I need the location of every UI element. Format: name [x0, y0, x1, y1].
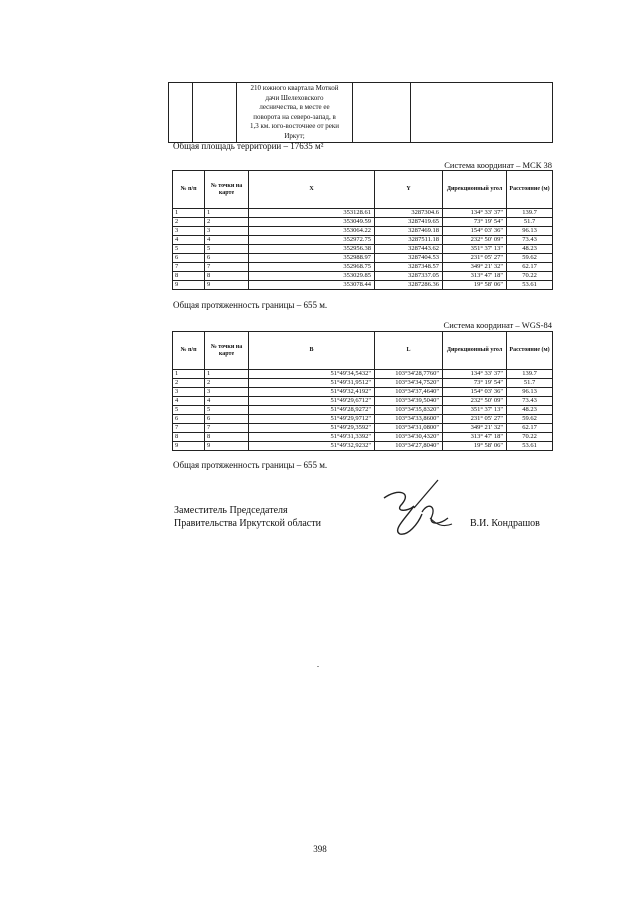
- cell-coord-1: 51°49'29,6712": [249, 397, 375, 406]
- cell-distance: 51.7: [507, 218, 553, 227]
- cell-num: 4: [173, 236, 205, 245]
- table-row: [173, 424, 553, 433]
- cell-distance: 59.62: [507, 254, 553, 263]
- table-row: [173, 254, 553, 263]
- cell-distance: 53.61: [507, 281, 553, 290]
- table-row: [173, 281, 553, 290]
- cell-coord-1: 51°49'34,5432": [249, 370, 375, 379]
- cell-angle: 19° 58' 06": [443, 442, 507, 451]
- cell-angle: 19° 58' 06": [443, 281, 507, 290]
- table-row: [169, 83, 553, 143]
- cell-point: 5: [205, 245, 249, 254]
- cell-angle: 313° 47' 18": [443, 433, 507, 442]
- cell-distance: 48.23: [507, 406, 553, 415]
- wgs-total-length: Общая протяженность границы – 655 м.: [173, 460, 328, 470]
- cell-coord-1: 51°49'31,3392": [249, 433, 375, 442]
- cell-angle: 134° 33' 37": [443, 209, 507, 218]
- cell-coord-1: 352956.38: [249, 245, 375, 254]
- table-row: [173, 433, 553, 442]
- cell-point: 6: [205, 254, 249, 263]
- cell-coord-2: 103°34'27,8040": [375, 442, 443, 451]
- cell-coord-2: 3287304.6: [375, 209, 443, 218]
- cell-distance: 139.7: [507, 209, 553, 218]
- cell-num: 7: [173, 424, 205, 433]
- cell-point: 3: [205, 388, 249, 397]
- cell-num: 4: [173, 397, 205, 406]
- table-row: [173, 442, 553, 451]
- cell-point: 6: [205, 415, 249, 424]
- header-distance: Расстояние (м): [507, 332, 553, 370]
- header-point: № точки на карте: [205, 171, 249, 209]
- cell-angle: 232° 50' 09": [443, 397, 507, 406]
- table-row: [173, 379, 553, 388]
- cell-coord-2: 103°34'35,8320": [375, 406, 443, 415]
- table-row: [173, 406, 553, 415]
- header-y: Y: [375, 171, 443, 209]
- cell-coord-2: 3287337.05: [375, 272, 443, 281]
- cell-distance: 96.13: [507, 388, 553, 397]
- table-header-row: [173, 171, 553, 209]
- cell-num: 1: [173, 209, 205, 218]
- header-b: B: [249, 332, 375, 370]
- cell-coord-1: 51°49'32,4192": [249, 388, 375, 397]
- cell-coord-2: 103°34'28,7760": [375, 370, 443, 379]
- cell-coord-2: 3287443.62: [375, 245, 443, 254]
- cell-num: 3: [173, 388, 205, 397]
- handwritten-signature: [378, 478, 462, 542]
- cell-angle: 154° 03' 36": [443, 227, 507, 236]
- cell-point: 5: [205, 406, 249, 415]
- cell-distance: 53.61: [507, 442, 553, 451]
- cell-coord-2: 103°34'33,8600": [375, 415, 443, 424]
- cell-point: 1: [205, 209, 249, 218]
- cell-coord-1: 51°49'29,3592": [249, 424, 375, 433]
- table-row: [173, 227, 553, 236]
- table-row: [173, 272, 553, 281]
- cell-point: 9: [205, 442, 249, 451]
- cell-num: 8: [173, 433, 205, 442]
- cell-point: 7: [205, 424, 249, 433]
- signatory-title-line: Заместитель Председателя: [174, 505, 288, 516]
- description-line: 210 южного квартала Моткой: [250, 84, 339, 92]
- cell-num: 9: [173, 281, 205, 290]
- top-fragment-table: [168, 82, 553, 143]
- cell-coord-2: 3287404.53: [375, 254, 443, 263]
- header-x: X: [249, 171, 375, 209]
- description-line: дачи Шелеховского: [265, 93, 324, 102]
- cell-angle: 134° 33' 37": [443, 370, 507, 379]
- cell-angle: 351° 37' 13": [443, 245, 507, 254]
- cell-num: 7: [173, 263, 205, 272]
- table-cell: [411, 83, 553, 143]
- location-description: [237, 83, 353, 143]
- header-point: № точки на карте: [205, 332, 249, 370]
- cell-point: 2: [205, 218, 249, 227]
- cell-coord-1: 51°49'28,9272": [249, 406, 375, 415]
- cell-angle: 154° 03' 36": [443, 388, 507, 397]
- cell-distance: 96.13: [507, 227, 553, 236]
- cell-coord-1: 51°49'29,9712": [249, 415, 375, 424]
- total-area: Общая площадь территории – 17635 м²: [173, 141, 324, 151]
- cell-coord-2: 3287286.36: [375, 281, 443, 290]
- table-row: [173, 388, 553, 397]
- table-cell: [353, 83, 411, 143]
- cell-num: 6: [173, 415, 205, 424]
- cell-distance: 70.22: [507, 272, 553, 281]
- cell-point: 9: [205, 281, 249, 290]
- cell-point: 8: [205, 433, 249, 442]
- cell-angle: 231° 05' 27": [443, 415, 507, 424]
- table-cell: [169, 83, 193, 143]
- description-line: поворота на северо-запад, в: [253, 112, 336, 121]
- description-line: Иркут;: [284, 131, 305, 140]
- cell-distance: 51.7: [507, 379, 553, 388]
- description-line: 1,3 км. юго-восточнее от реки: [249, 122, 340, 130]
- cell-angle: 232° 50' 09": [443, 236, 507, 245]
- cell-angle: 313° 47' 18": [443, 272, 507, 281]
- cell-angle: 73° 19' 54": [443, 379, 507, 388]
- cell-coord-2: 103°34'31,0800": [375, 424, 443, 433]
- msk-system-label: Система координат – МСК 38: [444, 160, 552, 170]
- cell-angle: 73° 19' 54": [443, 218, 507, 227]
- cell-coord-1: 352972.75: [249, 236, 375, 245]
- table-row: [173, 245, 553, 254]
- table-row: [173, 218, 553, 227]
- page-number: 398: [313, 844, 327, 854]
- signatory-title-line: Правительства Иркутской области: [174, 518, 321, 529]
- cell-num: 6: [173, 254, 205, 263]
- scan-artifact-dot: [317, 666, 319, 667]
- cell-num: 5: [173, 245, 205, 254]
- cell-coord-2: 103°34'37,4640": [375, 388, 443, 397]
- table-cell: [193, 83, 237, 143]
- table-row: [173, 236, 553, 245]
- cell-num: 9: [173, 442, 205, 451]
- table-row: [173, 263, 553, 272]
- cell-point: 3: [205, 227, 249, 236]
- cell-coord-1: 353128.61: [249, 209, 375, 218]
- cell-angle: 351° 37' 13": [443, 406, 507, 415]
- header-num: № п/п: [173, 332, 205, 370]
- cell-distance: 62.17: [507, 263, 553, 272]
- table-row: [173, 397, 553, 406]
- cell-coord-1: 353064.22: [249, 227, 375, 236]
- cell-coord-1: 353029.85: [249, 272, 375, 281]
- cell-num: 2: [173, 218, 205, 227]
- cell-distance: 70.22: [507, 433, 553, 442]
- cell-num: 8: [173, 272, 205, 281]
- wgs-system-label: Система координат – WGS-84: [443, 320, 552, 330]
- cell-coord-1: 352968.75: [249, 263, 375, 272]
- header-angle: Дирекционный угол: [443, 171, 507, 209]
- cell-point: 4: [205, 397, 249, 406]
- cell-distance: 139.7: [507, 370, 553, 379]
- cell-distance: 59.62: [507, 415, 553, 424]
- header-distance: Расстояние (м): [507, 171, 553, 209]
- signatory-title: [174, 504, 321, 530]
- cell-coord-1: 352988.97: [249, 254, 375, 263]
- header-angle: Дирекционный угол: [443, 332, 507, 370]
- cell-num: 5: [173, 406, 205, 415]
- cell-distance: 73.43: [507, 397, 553, 406]
- cell-distance: 73.43: [507, 236, 553, 245]
- msk-total-length: Общая протяженность границы – 655 м.: [173, 300, 328, 310]
- cell-point: 4: [205, 236, 249, 245]
- wgs-coordinates-table: [172, 331, 553, 451]
- cell-coord-2: 3287511.18: [375, 236, 443, 245]
- cell-point: 2: [205, 379, 249, 388]
- cell-coord-2: 3287348.57: [375, 263, 443, 272]
- cell-angle: 349° 21' 32": [443, 424, 507, 433]
- cell-distance: 48.23: [507, 245, 553, 254]
- cell-point: 8: [205, 272, 249, 281]
- cell-coord-2: 103°34'39,5040": [375, 397, 443, 406]
- cell-coord-2: 103°34'34,7520": [375, 379, 443, 388]
- table-header-row: [173, 332, 553, 370]
- cell-angle: 231° 05' 27": [443, 254, 507, 263]
- header-num: № п/п: [173, 171, 205, 209]
- cell-coord-1: 51°49'31,9512": [249, 379, 375, 388]
- table-row: [173, 415, 553, 424]
- msk-coordinates-table: [172, 170, 553, 290]
- cell-coord-1: 51°49'32,9232": [249, 442, 375, 451]
- cell-coord-1: 353078.44: [249, 281, 375, 290]
- cell-coord-2: 103°34'30,4320": [375, 433, 443, 442]
- table-row: [173, 209, 553, 218]
- header-l: L: [375, 332, 443, 370]
- cell-distance: 62.17: [507, 424, 553, 433]
- cell-num: 2: [173, 379, 205, 388]
- cell-num: 3: [173, 227, 205, 236]
- cell-coord-2: 3287469.18: [375, 227, 443, 236]
- cell-coord-1: 353049.59: [249, 218, 375, 227]
- cell-point: 7: [205, 263, 249, 272]
- cell-point: 1: [205, 370, 249, 379]
- cell-coord-2: 3287419.65: [375, 218, 443, 227]
- table-row: [173, 370, 553, 379]
- cell-angle: 349° 21' 32": [443, 263, 507, 272]
- cell-num: 1: [173, 370, 205, 379]
- signatory-name: В.И. Кондрашов: [470, 518, 540, 529]
- description-line: лесничества, в месте ее: [259, 103, 330, 111]
